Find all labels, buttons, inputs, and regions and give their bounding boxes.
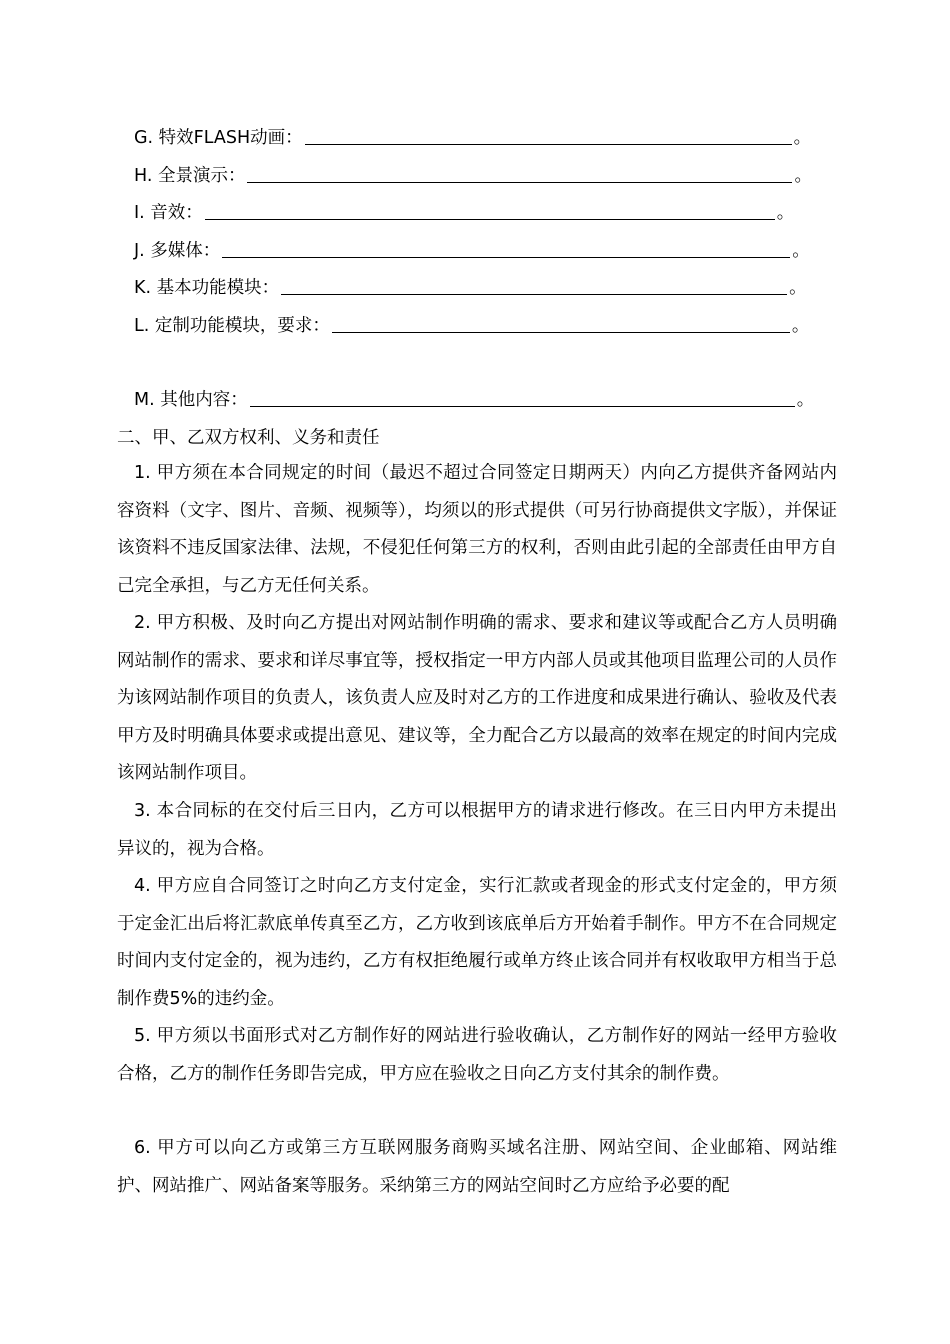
clause-1: 1. 甲方须在本合同规定的时间（最迟不超过合同签定日期两天）内向乙方提供齐备网站内容资料（文字、图片、音频、视频等），均须以的形式提供（可另行协商提供文字版），并保证该资料不违反国家法律、法规，不侵犯任何第三方的权利，否则由此引起的全部责任由甲方自己完全承担，与乙方无任何关系。 (117, 463, 837, 596)
section-title: 二、甲、乙双方权利、义务和责任 (117, 428, 380, 448)
form-field-j (134, 239, 810, 263)
form-field-m (134, 388, 814, 412)
field-label: M. 其他内容： (134, 390, 248, 410)
form-field-i (134, 201, 794, 225)
field-end: 。 (789, 278, 807, 298)
field-label: J. 多媒体： (134, 241, 221, 261)
field-label: I. 音效： (134, 203, 203, 223)
form-field-g (134, 126, 811, 150)
field-end: 。 (794, 166, 812, 186)
fill-in-blank (222, 256, 790, 258)
field-end: 。 (792, 241, 810, 261)
fill-in-blank (281, 293, 787, 295)
field-end: 。 (796, 390, 815, 410)
form-field-l (134, 314, 809, 338)
field-end: 。 (793, 128, 812, 148)
field-label: K. 基本功能模块： (134, 278, 280, 298)
clause-5: 5. 甲方须以书面形式对乙方制作好的网站进行验收确认，乙方制作好的网站一经甲方验收合格，乙方的制作任务即告完成，甲方应在验收之日向乙方支付其余的制作费。 (117, 1026, 837, 1084)
field-end: 。 (776, 203, 795, 223)
clause-2: 2. 甲方积极、及时向乙方提出对网站制作明确的需求、要求和建议等或配合乙方人员明确网站制作的需求、要求和详尽事宜等，授权指定一甲方内部人员或其他项目监理公司的人员作为该网站制作项目的负责人，该负责人应及时对乙方的工作进度和成果进行确认、验收及代表甲方及时明确具体要求或提出意见、建议等，全力配合乙方以最高的效率在规定的时间内完成该网站制作项目。 (117, 613, 837, 783)
form-field-h (134, 164, 812, 188)
fill-in-blank (305, 143, 792, 145)
field-label: G. 特效FLASH动画： (134, 128, 303, 148)
fill-in-blank (332, 331, 790, 333)
field-label: H. 全景演示： (134, 166, 246, 186)
fill-in-blank (205, 218, 775, 220)
clause-4: 4. 甲方应自合同签订之时向乙方支付定金，实行汇款或者现金的形式支付定金的，甲方须于定金汇出后将汇款底单传真至乙方，乙方收到该底单后方开始着手制作。甲方不在合同规定时间内支付定金的，视为违约，乙方有权拒绝履行或单方终止该合同并有权收取甲方相当于总制作费5%的违约金。 (117, 876, 837, 1009)
fill-in-blank (247, 181, 792, 183)
fill-in-blank (250, 405, 795, 407)
clause-6: 6. 甲方可以向乙方或第三方互联网服务商购买域名注册、网站空间、企业邮箱、网站维护、网站推广、网站备案等服务。采纳第三方的网站空间时乙方应给予必要的配 (117, 1138, 837, 1196)
clause-3: 3. 本合同标的在交付后三日内，乙方可以根据甲方的请求进行修改。在三日内甲方未提出异议的，视为合格。 (117, 801, 837, 859)
field-end: 。 (791, 316, 810, 336)
field-label: L. 定制功能模块，要求： (134, 316, 330, 336)
form-field-k (134, 276, 807, 300)
